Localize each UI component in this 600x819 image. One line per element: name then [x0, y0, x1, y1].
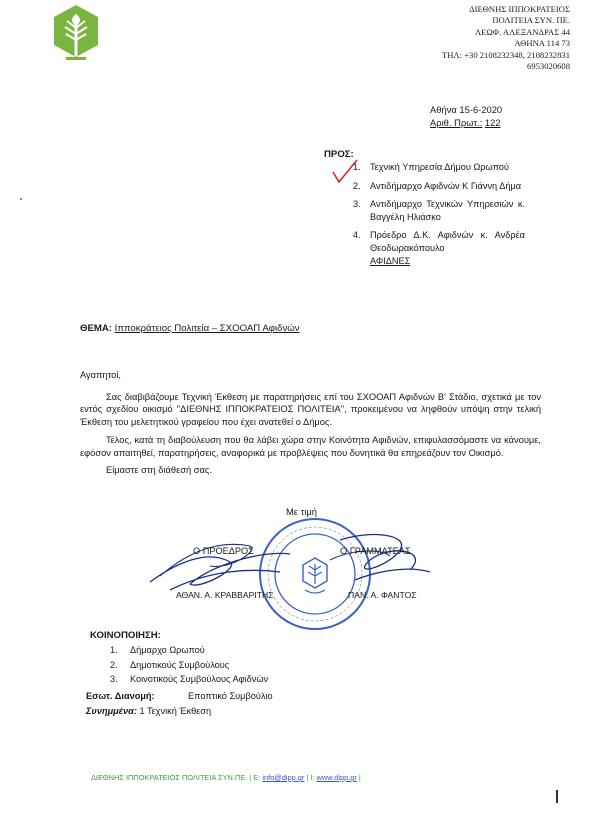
list-item	[353, 161, 525, 174]
secretary-name: ΠΑΝ. Α. ΦΑΝΤΟΣ	[348, 590, 417, 600]
footer-web-link[interactable]: www.dipp.gr	[316, 773, 357, 782]
subject-line	[80, 323, 300, 334]
subject-label: ΘΕΜΑ:	[80, 323, 112, 334]
protocol-number	[430, 116, 502, 129]
list-item	[353, 198, 525, 223]
scan-speck	[20, 198, 22, 200]
president-name: ΑΘΑΝ. Α. ΚΡΑΒΒΑΡΙΤΗΣ	[176, 590, 274, 600]
list-item	[110, 644, 268, 657]
recipient-text: Τεχνική Υπηρεσία Δήμου Ωρωπού	[370, 162, 509, 172]
org-line: ΤΗΛ: +30 2108232348, 2108232831	[441, 49, 570, 60]
recipients-list	[353, 161, 525, 273]
footer: ΔΙΕΘΝΗΣ ΙΠΠΟΚΡΑΤΕΙΟΣ ΠΟΛΙΤΕΙΑ ΣΥΝ.ΠΕ. | Ε: info@dipp.gr | Ι: www.dipp.gr |	[91, 773, 361, 782]
recipient-text: Πρόεδρο Δ.Κ. Αφιδνών κ. Ανδρέα Θεοδωρακόπουλο	[370, 230, 525, 253]
subject-text: Ιπποκράτειος Πολιτεία – ΣΧΟΟΑΠ Αφιδνών	[114, 323, 300, 334]
cc-text: Κοινοτικούς Συμβούλους Αφιδνών	[130, 674, 269, 685]
body-paragraph: Σας διαβιβάζουμε Τεχνική Έκθεση με παρατηρήσεις επί του ΣΧΟΟΑΠ Αφιδνών Β' Στάδιο, σχετικά με τον εντός σχεδίου οικισμό ''ΔΙΕΘΝΗΣ ΙΠΠΟΚΡΑΤΕΙΟΣ ΠΟΛΙΤΕΙΑ'', προκειμένου να ληφθούν υπόψη στην τελική Έκθεση του μελετητικού γραφείου που έχει ανατεθεί ο Δήμος.	[80, 391, 541, 428]
item-number: 3.	[110, 674, 118, 685]
item-number: 1.	[110, 645, 118, 655]
body-paragraph: Τέλος, κατά τη διαβούλευση που θα λάβει χώρα στην Κοινότητα Αφιδνών, επιφυλασσόμαστε να κάνουμε, εφόσον απαιτηθεί, παρατηρήσεις, αναφορικά με προβλέψεις που δυνητικά θα επηρεάζουν τον Οικισμό.	[80, 434, 541, 458]
item-number: 2.	[353, 180, 361, 191]
internal-distribution-label: Εσωτ. Διανομή:	[86, 691, 155, 701]
attachments	[86, 706, 211, 716]
list-item	[353, 180, 525, 193]
footer-web-label: Ι:	[310, 773, 315, 782]
org-line: ΠΟΛΙΤΕΙΑ ΣΥΝ. ΠΕ.	[492, 15, 570, 26]
letter-body	[80, 369, 541, 477]
item-number: 1.	[353, 162, 361, 172]
item-number: 2.	[110, 659, 118, 670]
footer-email-link[interactable]: info@dipp.gr	[262, 773, 305, 782]
list-item	[353, 229, 525, 267]
list-item	[110, 659, 268, 672]
cc-text: Δήμαρχο Ωρωπού	[130, 645, 205, 655]
footer-email-label: Ε:	[253, 773, 261, 782]
protocol-value: 122	[484, 117, 501, 128]
page-mark	[556, 790, 558, 803]
item-number: 3.	[353, 199, 361, 210]
footer-org: ΔΙΕΘΝΗΣ ΙΠΠΟΚΡΑΤΕΙΟΣ ΠΟΛΙΤΕΙΑ ΣΥΝ.ΠΕ.	[91, 773, 248, 782]
closing: Με τιμή	[286, 506, 317, 517]
greeting: Αγαπητοί,	[80, 370, 122, 380]
org-line: 6953020608	[527, 61, 570, 72]
internal-distribution-value: Εποπτικό Συμβούλιο	[188, 691, 273, 701]
recipient-text: Αντιδήμαρχο Τεχνικών Υπηρεσιών κ. Βαγγέλη Ηλιάσκο	[370, 199, 525, 222]
body-paragraph: Είμαστε στη διάθεσή σας.	[106, 465, 212, 476]
tree-logo-icon	[52, 4, 100, 64]
cc-list	[110, 644, 268, 688]
cc-text: Δημοτικούς Συμβούλους	[130, 659, 230, 670]
recipient-text: Αντιδήμαρχο Αφιδνών Κ Γιάννη Δήμα	[370, 180, 522, 191]
secretary-title: Ο ΓΡΑΜΜΑΤΕΑΣ	[340, 546, 411, 556]
attachments-label: Συνημμένα:	[86, 706, 137, 716]
org-line: ΑΘΗΝΑ 114 73	[514, 38, 570, 49]
org-line: ΛΕΩΦ. ΑΛΕΞΑΝΔΡΑΣ 44	[474, 26, 570, 37]
recipient-location: ΑΦΙΔΝΕΣ	[370, 255, 411, 266]
date-block	[430, 103, 502, 129]
list-item	[110, 673, 268, 686]
recipients-label: ΠΡΟΣ:	[324, 149, 354, 160]
protocol-label: Αριθ. Πρωτ.:	[430, 117, 483, 128]
item-number: 4.	[353, 230, 361, 241]
attachments-value: 1 Τεχνική Έκθεση	[139, 706, 212, 716]
cc-label: ΚΟΙΝΟΠΟΙΗΣΗ:	[90, 630, 161, 641]
org-address-block	[442, 4, 570, 72]
date: Αθήνα 15-6-2020	[430, 104, 503, 115]
president-title: Ο ΠΡΟΕΔΡΟΣ	[193, 546, 254, 556]
org-line: ΔΙΕΘΝΗΣ ΙΠΠΟΚΡΑΤΕΙΟΣ	[469, 4, 570, 14]
